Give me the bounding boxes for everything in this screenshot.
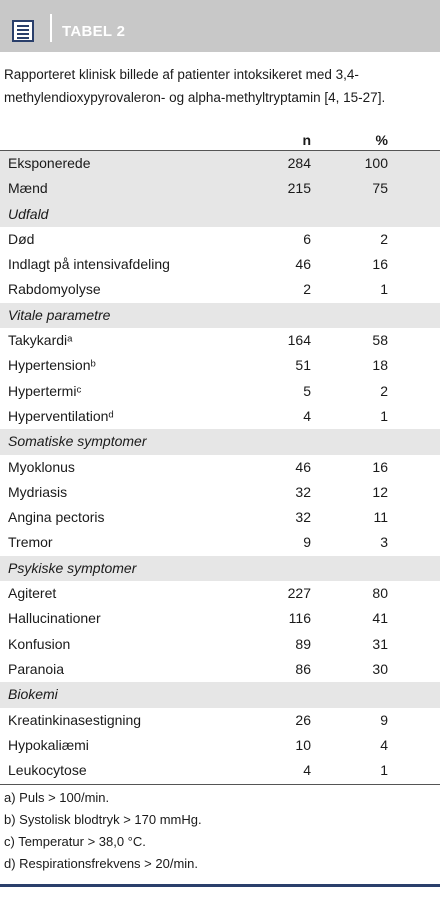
table-row	[0, 733, 440, 758]
cell-n: 215	[287, 180, 311, 197]
cell-n: 32	[295, 483, 311, 500]
row-label: Mænd	[8, 180, 48, 197]
table-row	[0, 606, 440, 631]
section-header-row	[0, 202, 440, 227]
table-row	[0, 227, 440, 252]
cell-n: 10	[295, 736, 311, 753]
row-label: Hyperventilationᵈ	[8, 407, 114, 424]
table-row	[0, 404, 440, 429]
cell-n: 9	[303, 534, 311, 551]
footnotes	[4, 787, 202, 875]
section-header-row	[0, 303, 440, 328]
footnote: b) Systolisk blodtryk > 170 mmHg.	[4, 812, 202, 827]
table-row	[0, 581, 440, 606]
cell-percent: 18	[372, 357, 388, 374]
row-label: Hypokaliæmi	[8, 736, 89, 753]
row-label: Hypertensionᵇ	[8, 357, 96, 374]
table-row	[0, 505, 440, 530]
row-label: Eksponerede	[8, 155, 91, 171]
table-row	[0, 353, 440, 378]
row-label: Indlagt på intensivafdeling	[8, 256, 170, 273]
section-label: Somatiske symptomer	[8, 433, 147, 450]
table-row	[0, 758, 440, 783]
section-header-row	[0, 556, 440, 581]
footnote: a) Puls > 100/min.	[4, 790, 110, 805]
table-row	[0, 252, 440, 277]
cell-n: 51	[295, 357, 311, 374]
cell-percent: 2	[380, 382, 388, 399]
table-row	[0, 379, 440, 404]
cell-percent: 31	[372, 635, 388, 652]
cell-percent: 1	[380, 762, 388, 779]
cell-n: 89	[295, 635, 311, 652]
cell-n: 32	[295, 509, 311, 526]
row-label: Angina pectoris	[8, 509, 105, 526]
table-bottom-rule	[0, 784, 440, 785]
cell-percent: 75	[372, 180, 388, 197]
section-label: Udfald	[8, 205, 49, 222]
row-label: Takykardiᵃ	[8, 332, 73, 349]
cell-n: 6	[303, 230, 311, 247]
cell-percent: 100	[364, 155, 388, 171]
cell-n: 5	[303, 382, 311, 399]
cell-percent: 2	[380, 230, 388, 247]
table-row	[0, 632, 440, 657]
row-label: Myoklonus	[8, 458, 75, 475]
row-label: Hallucinationer	[8, 610, 101, 627]
cell-percent: 16	[372, 256, 388, 273]
row-label: Tremor	[8, 534, 53, 551]
cell-percent: 41	[372, 610, 388, 627]
cell-n: 227	[287, 585, 311, 602]
table-row	[0, 455, 440, 480]
table-row	[0, 151, 440, 176]
row-label: Konfusion	[8, 635, 71, 652]
cell-n: 26	[295, 711, 311, 728]
section-label: Biokemi	[8, 686, 58, 703]
cell-n: 284	[287, 155, 311, 171]
row-label: Mydriasis	[8, 483, 68, 500]
cell-percent: 9	[380, 711, 388, 728]
row-label: Agiteret	[8, 585, 57, 602]
cell-percent: 12	[372, 483, 388, 500]
row-label: Rabdomyolyse	[8, 281, 101, 298]
cell-n: 46	[295, 458, 311, 475]
table-body	[0, 151, 440, 783]
header-divider	[50, 14, 52, 42]
cell-n: 116	[288, 610, 311, 627]
cell-percent: 11	[373, 509, 388, 526]
cell-n: 46	[295, 256, 311, 273]
section-header-row	[0, 429, 440, 454]
table-title: TABEL 2	[62, 23, 126, 40]
table-row	[0, 480, 440, 505]
section-label: Psykiske symptomer	[8, 559, 137, 576]
cell-n: 4	[303, 762, 311, 779]
column-header-n: n	[302, 132, 311, 148]
footnote: c) Temperatur > 38,0 °C.	[4, 834, 146, 849]
cell-percent: 4	[380, 736, 388, 753]
cell-percent: 80	[372, 585, 388, 602]
table-row	[0, 176, 440, 201]
cell-n: 86	[295, 660, 311, 677]
table-row	[0, 530, 440, 555]
row-label: Paranoia	[8, 660, 65, 677]
cell-percent: 58	[372, 332, 388, 349]
table-header-bar	[0, 0, 440, 52]
cell-n: 2	[303, 281, 311, 298]
row-label: Kreatinkinasestigning	[8, 711, 142, 728]
row-label: Død	[8, 230, 35, 247]
cell-percent: 16	[372, 458, 388, 475]
row-label: Hypertermiᶜ	[8, 382, 82, 399]
table-icon	[12, 20, 34, 42]
section-label: Vitale parametre	[8, 306, 111, 323]
cell-percent: 1	[380, 407, 388, 424]
column-header-percent: %	[375, 132, 388, 148]
section-header-row	[0, 682, 440, 707]
cell-percent: 3	[380, 534, 388, 551]
cell-percent: 1	[380, 281, 388, 298]
cell-percent: 30	[372, 660, 388, 677]
cell-n: 164	[287, 332, 311, 349]
table-caption: Rapporteret klinisk billede af patienter intoksikeret med 3,4-methylendioxypyrovaleron- og alpha-methyltryptamin [4, 15-27].	[4, 67, 386, 105]
footnote: d) Respirationsfrekvens > 20/min.	[4, 856, 199, 871]
table-row	[0, 708, 440, 733]
cell-n: 4	[303, 407, 311, 424]
table-row	[0, 328, 440, 353]
bottom-bar	[0, 884, 440, 887]
table-row	[0, 277, 440, 302]
row-label: Leukocytose	[8, 762, 87, 779]
table-row	[0, 657, 440, 682]
